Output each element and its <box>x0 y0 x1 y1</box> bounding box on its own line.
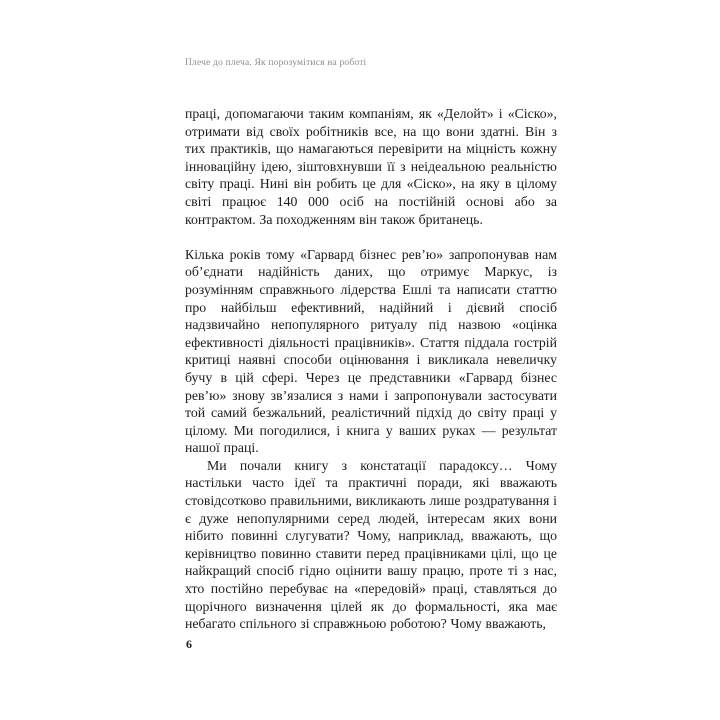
body-paragraph: праці, допомагаючи таким компаніям, як «Делойт» і «Сіско», отримати від своїх робітників все, на що вони здатні. Він з тих практиків, що намагаються перевірити на міцність кожну інноваційну ідею, зіштовхнувши її з неідеальною реальністю світу праці. Нині він робить це для «Сіско», на яку в цілому світі працює 140 000 осіб на постійній основі або за контрактом. За походженням він також британець. <box>185 106 557 227</box>
page-number: 6 <box>186 637 192 651</box>
running-header: Плече до плеча. Як порозумітися на роботі <box>185 58 367 68</box>
text-block <box>185 57 557 633</box>
body-paragraph: Ми почали книгу з констатації парадоксу… Чому настільки часто ідеї та практичні поради, які вважають стовідсотково правильними, викликають лише роздратування і є дуже непопулярними серед людей, інтересам яких вони нібито повинні слугувати? Чому, наприклад, вважають, що керівництво повинно ставити перед працівниками цілі, що це найкращий спосіб гідно оцінити вашу працю, проте ті з нас, хто постійно перебуває на «передовій» праці, ставляться до щорічного визначення цілей як до формальності, яка має небагато спільного зі справжньою роботою? Чому вважають, <box>185 457 557 632</box>
body-paragraph: Кілька років тому «Гарвард бізнес рев’ю» запропонував нам об’єднати надійність даних, що отримує Маркус, із розумінням справжнього лідерства Ешлі та написати статтю про найбільш ефективний, надійний і дієвий спосіб надзвичайно непопулярного ритуалу під назвою «оцінка ефективності діяльності працівників». Стаття піддала гострій критиці наявні способи оцінювання і викликала невеличку бучу в цій сфері. Через це представники «Гарвард бізнес рев’ю» знову зв’язалися з нами і запропонували застосувати той самий безжальний, реалістичний підхід до світу праці у цілому. Ми погодилися, і книга у ваших руках — результат нашої праці. <box>185 246 557 456</box>
body-text <box>185 105 557 633</box>
